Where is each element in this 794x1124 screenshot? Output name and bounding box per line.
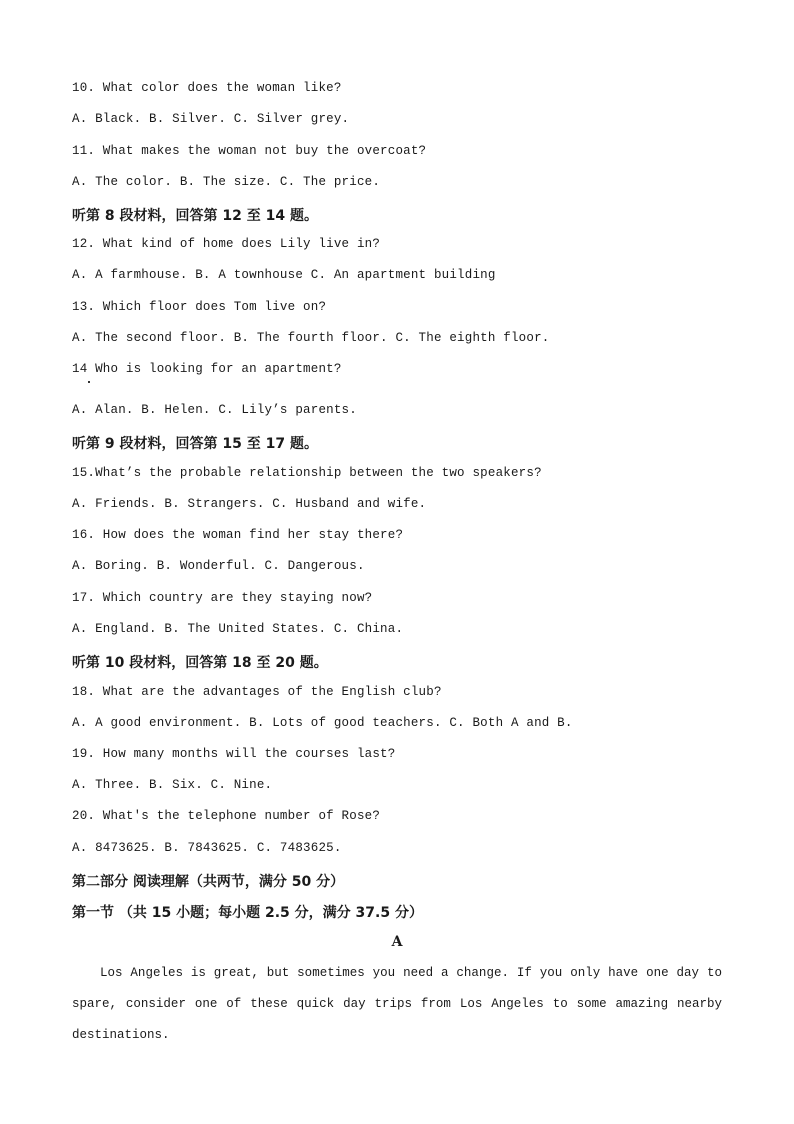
question-13: 13. Which floor does Tom live on? <box>72 300 327 314</box>
section-heading-10: 听第 10 段材料，回答第 18 至 20 题。 <box>72 655 328 671</box>
question-14: 14 Who is looking for an apartment? <box>72 362 342 376</box>
options-18: A. A good environment. B. Lots of good teachers. C. Both A and B. <box>72 716 573 730</box>
options-15: A. Friends. B. Strangers. C. Husband and wife. <box>72 497 427 511</box>
section-heading-8: 听第 8 段材料，回答第 12 至 14 题。 <box>72 208 318 224</box>
section-heading-9: 听第 9 段材料，回答第 15 至 17 题。 <box>72 436 318 452</box>
part-two-heading: 第二部分 阅读理解（共两节，满分 50 分） <box>72 874 345 890</box>
question-12: 12. What kind of home does Lily live in? <box>72 237 381 251</box>
options-20: A. 8473625. B. 7843625. C. 7483625. <box>72 841 342 855</box>
passage-paragraph: Los Angeles is great, but sometimes you need a change. If you only have one day to spare, consider one of these quick day trips from Los Angeles to some amazing nearby destinations. <box>72 966 722 1042</box>
options-17: A. England. B. The United States. C. China. <box>72 622 404 636</box>
options-10: A. Black. B. Silver. C. Silver grey. <box>72 112 350 126</box>
question-18: 18. What are the advantages of the English club? <box>72 685 442 699</box>
question-11: 11. What makes the woman not buy the overcoat? <box>72 144 427 158</box>
options-19: A. Three. B. Six. C. Nine. <box>72 778 273 792</box>
question-20: 20. What's the telephone number of Rose? <box>72 809 381 823</box>
question-17: 17. Which country are they staying now? <box>72 591 373 605</box>
options-16: A. Boring. B. Wonderful. C. Dangerous. <box>72 559 365 573</box>
passage-letter: A <box>391 934 403 950</box>
stray-dot <box>88 381 90 383</box>
question-15: 15.What’s the probable relationship between the two speakers? <box>72 466 542 480</box>
question-10: 10. What color does the woman like? <box>72 81 342 95</box>
options-13: A. The second floor. B. The fourth floor. C. The eighth floor. <box>72 331 550 345</box>
question-19: 19. How many months will the courses last? <box>72 747 396 761</box>
section-one-heading: 第一节 （共 15 小题；每小题 2.5 分，满分 37.5 分） <box>72 905 423 921</box>
options-11: A. The color. B. The size. C. The price. <box>72 175 381 189</box>
options-12: A. A farmhouse. B. A townhouse C. An apartment building <box>72 268 496 282</box>
options-14: A. Alan. B. Helen. C. Lily’s parents. <box>72 403 357 417</box>
question-16: 16. How does the woman find her stay there? <box>72 528 404 542</box>
